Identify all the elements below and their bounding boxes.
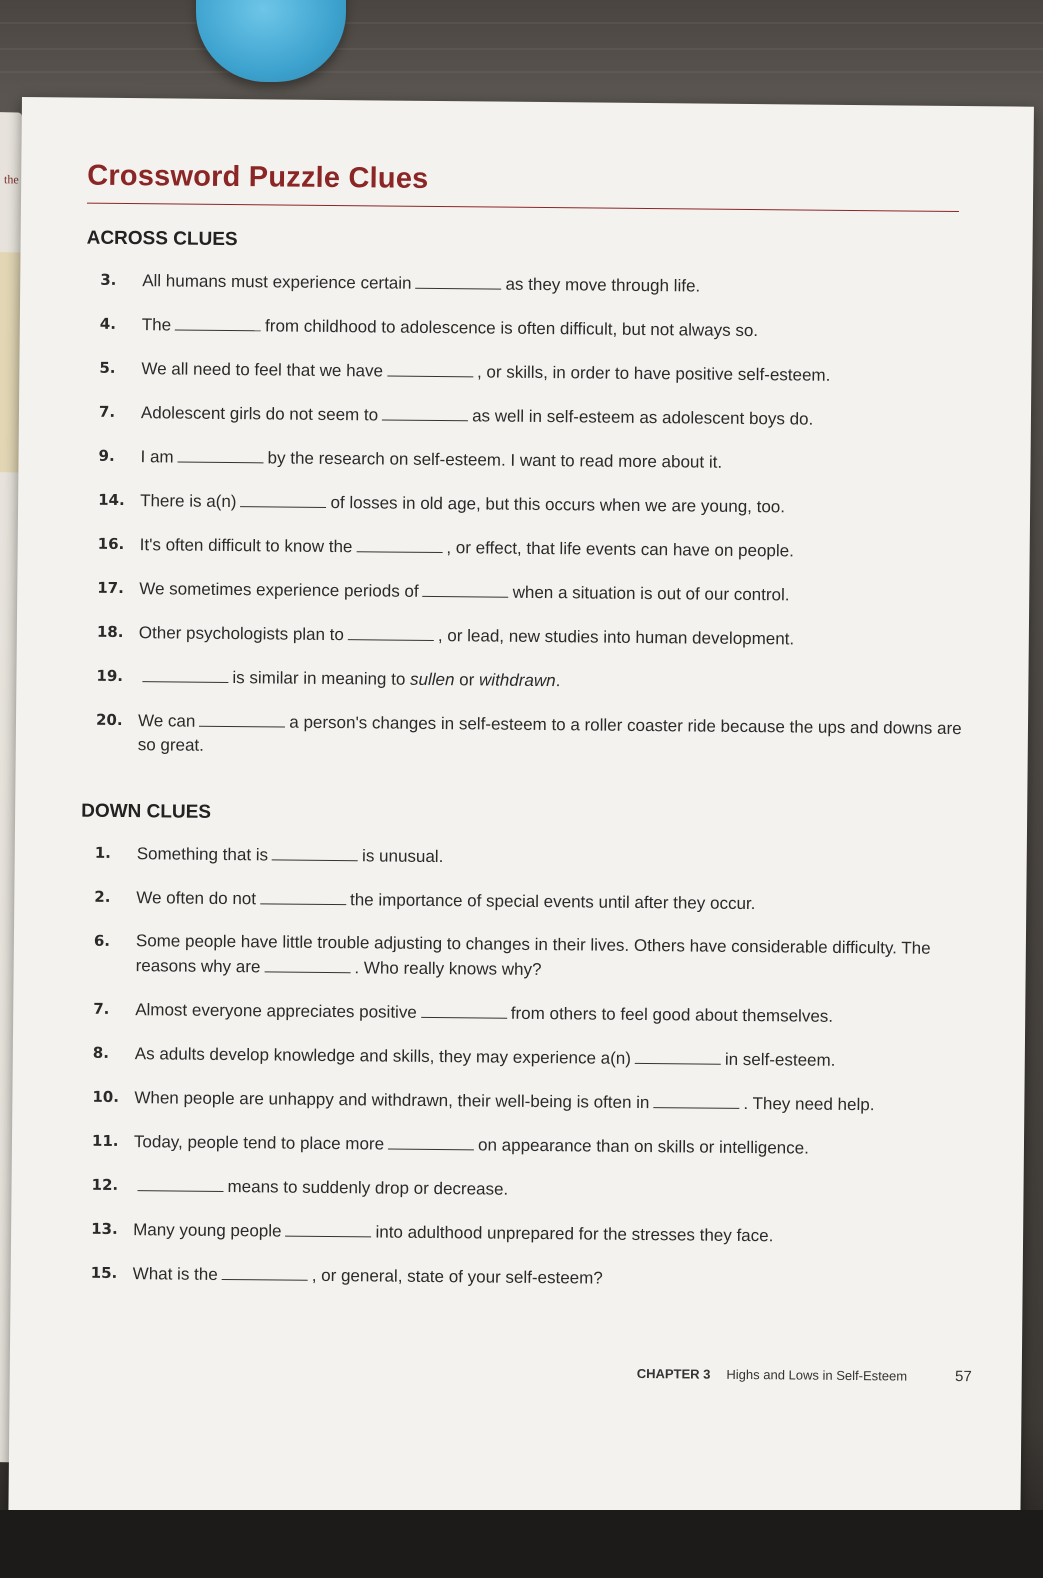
clue-down-2: 2. We often do not the importance of special events until after they occur. <box>94 887 756 914</box>
page-title: Crossword Puzzle Clues <box>87 160 959 212</box>
down-heading: DOWN CLUES <box>81 800 212 823</box>
clue-down-11: 11. Today, people tend to place more on appearance than on skills or intelligence. <box>91 1131 809 1158</box>
clue-across-9: 9. I am by the research on self-esteem. I want to read more about it. <box>98 444 980 477</box>
table-shadow <box>0 1510 1043 1578</box>
answer-blank[interactable] <box>423 579 509 598</box>
clue-across-4: 4. The from childhood to adolescence is often difficult, but not always so. <box>100 312 982 345</box>
answer-blank[interactable] <box>178 445 264 464</box>
clue-across-14: 14. There is a(n) of losses in old age, but this occurs when we are young, too. <box>98 490 786 517</box>
chapter-topic: Highs and Lows in Self-Esteem <box>726 1366 908 1384</box>
page-footer <box>637 1365 972 1385</box>
answer-blank[interactable] <box>138 1173 224 1192</box>
clue-across-16: 16. It's often difficult to know the , or effect, that life events can have on people. <box>97 534 794 561</box>
clue-down-12: 12. means to suddenly drop or decrease. <box>91 1173 973 1206</box>
clue-across-18: 18. Other psychologists plan to , or lead, new studies into human development. <box>96 622 795 649</box>
clue-across-7: 7. Adolescent girls do not seem to as well in self-esteem as adolescent boys do. <box>98 402 814 429</box>
across-clue-list <box>82 268 987 766</box>
answer-blank[interactable] <box>272 842 358 861</box>
clue-down-13: 13. Many young people into adulthood unprepared for the stresses they face. <box>91 1219 774 1246</box>
page-number: 57 <box>954 1368 972 1386</box>
answer-blank[interactable] <box>421 1000 507 1019</box>
answer-blank[interactable] <box>285 1219 371 1238</box>
clue-across-20: 20. We can a person's changes in self-esteem to a roller coaster ride because the ups and downs are so great. <box>96 708 978 765</box>
answer-blank[interactable] <box>240 489 326 508</box>
answer-blank[interactable] <box>388 1132 474 1151</box>
clue-down-1: 1. Something that is is unusual. <box>94 843 444 867</box>
answer-blank[interactable] <box>175 312 261 331</box>
answer-blank[interactable] <box>382 402 468 421</box>
answer-blank[interactable] <box>415 271 501 290</box>
clue-across-19: 19. is similar in meaning to sullen or withdrawn. <box>96 664 978 697</box>
clue-down-6: 6. Some people have little trouble adjusting to changes in their lives. Others have considerable difficulty. The reasons why are . Who really knows why? <box>93 931 931 980</box>
clue-across-5: 5. We all need to feel that we have , or skills, in order to have positive self-esteem. <box>99 358 831 385</box>
answer-blank[interactable] <box>356 534 442 553</box>
answer-blank[interactable] <box>264 954 350 973</box>
toy-object <box>196 0 346 82</box>
clue-down-10: 10. When people are unhappy and withdrawn, their well-being is often in . They need help. <box>92 1087 875 1115</box>
clue-down-8: 8. As adults develop knowledge and skills, they may experience a(n) in self-esteem. <box>92 1043 836 1070</box>
answer-blank[interactable] <box>348 622 434 641</box>
answer-blank[interactable] <box>635 1046 721 1065</box>
answer-blank[interactable] <box>260 886 346 905</box>
answer-blank[interactable] <box>387 359 473 378</box>
clue-across-17: 17. We sometimes experience periods of when a situation is out of our control. <box>97 578 790 605</box>
clue-across-3: 3. All humans must experience certain as they move through life. <box>100 270 701 296</box>
clue-down-7: 7. Almost everyone appreciates positive from others to feel good about themselves. <box>93 999 834 1026</box>
down-clue-list <box>77 841 981 1295</box>
answer-blank[interactable] <box>222 1262 308 1281</box>
answer-blank[interactable] <box>142 664 228 683</box>
clue-down-15: 15. What is the , or general, state of your self-esteem? <box>90 1263 603 1288</box>
chapter-label: CHAPTER 3 <box>636 1365 711 1382</box>
answer-blank[interactable] <box>199 709 285 728</box>
facing-page-text: the <box>4 172 19 187</box>
answer-blank[interactable] <box>653 1090 739 1109</box>
across-heading: ACROSS CLUES <box>86 227 238 251</box>
workbook-page <box>8 97 1034 1522</box>
